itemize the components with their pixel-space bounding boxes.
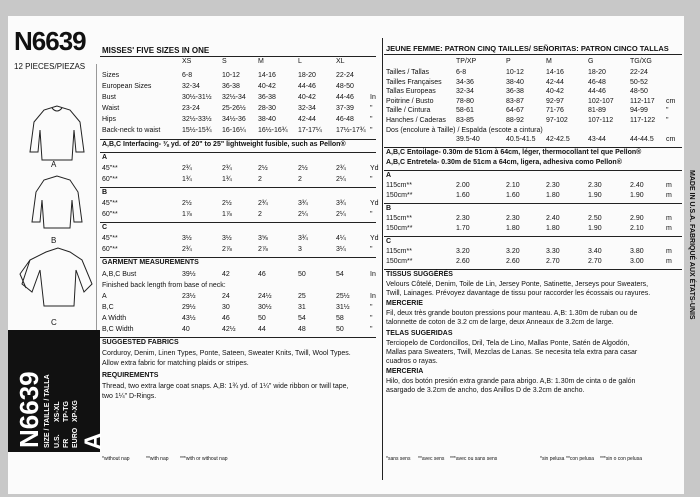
en-measure-cell: 40 xyxy=(182,326,190,333)
section-rule xyxy=(384,203,682,204)
view-b-label: B xyxy=(51,236,57,245)
es-row-label: Dos (encolure à Taille) / Espalda (escote a cintura) xyxy=(386,126,543,134)
es-size-cell: 44-46 xyxy=(588,88,606,96)
es-section-text: asargado de 3.2cm de ancho, dos Anillos D de 3.2cm de ancho. xyxy=(386,387,585,395)
pieces-count: 12 PIECES/PIEZAS xyxy=(14,62,86,71)
section-rule xyxy=(100,152,376,153)
en-size-cell: 16-16¼ xyxy=(222,127,246,134)
es-row-label: Poitrine / Busto xyxy=(386,97,434,105)
en-unit: " xyxy=(370,211,373,218)
en-yardage-cell: 2¾ xyxy=(258,200,268,207)
en-measure-cell: 43½ xyxy=(182,315,196,322)
es-title: JEUNE FEMME: PATRON CINQ TAILLES/ SEÑORITAS: PATRON CINCO TALLAS xyxy=(386,44,669,53)
en-size-cell: 10-12 xyxy=(222,72,240,79)
en-measure-cell: 46 xyxy=(222,315,230,322)
es-section-text: talonnette de coton de 3.2 cm de large, deux Anneaux de 3.2cm de large. xyxy=(386,319,614,327)
block-us: U.S. xyxy=(54,434,61,448)
es-unit: m xyxy=(666,214,672,222)
en-measure-cell: 24 xyxy=(222,293,230,300)
en-size-cell: 23-24 xyxy=(182,105,200,112)
es-unit: m xyxy=(666,181,672,189)
en-yardage-cell: 2⅞ xyxy=(222,246,232,253)
es-yardage-cell: 2.10 xyxy=(630,224,644,232)
en-yardage-cell: 3⅝ xyxy=(258,235,268,242)
en-yardage-cell: 2¾ xyxy=(182,165,192,172)
en-size-cell: 18-20 xyxy=(298,72,316,79)
requirements-text: two 1¼" D-Rings. xyxy=(102,393,157,400)
en-measure-cell: 46 xyxy=(258,271,266,278)
section-rule xyxy=(384,54,682,55)
en-yardage-cell: 2¾ xyxy=(222,165,232,172)
es-size-cell: 64-67 xyxy=(506,107,524,115)
en-row-label: Bust xyxy=(102,94,117,101)
en-fabric-width: 60"** xyxy=(102,246,118,253)
es-size-cell: 112-117 xyxy=(630,97,655,105)
en-unit: " xyxy=(370,304,373,311)
en-size-letter: M xyxy=(258,58,264,65)
en-unit: " xyxy=(370,326,373,333)
es-unit: " xyxy=(666,117,669,124)
en-yardage-cell: 2½ xyxy=(182,200,192,207)
es-fabric-width: 115cm** xyxy=(386,214,412,222)
es-yardage-cell: 3.20 xyxy=(506,247,520,255)
es-unit: cm xyxy=(666,97,676,105)
es-section-text: cuadros o rayas. xyxy=(386,358,438,365)
en-row-label: Hips xyxy=(102,116,117,123)
es-size-cell: 10-12 xyxy=(506,69,524,76)
en-measure-cell: 30 xyxy=(222,304,230,311)
view-b-sketch xyxy=(22,172,92,232)
es-entretela: A,B,C Entretela- 0.30m de 51cm a 64cm, ligera, adhesiva como Pellon® xyxy=(386,158,622,166)
es-yardage-cell: 1.60 xyxy=(506,191,520,199)
footnote: *sin pelusa xyxy=(540,456,565,462)
es-yardage-cell: 2.60 xyxy=(506,257,520,265)
es-yardage-cell: 2.40 xyxy=(630,181,644,189)
en-view-letter: A xyxy=(102,154,108,161)
en-size-cell: 46-48 xyxy=(336,116,354,123)
en-measure-cell: 30½ xyxy=(258,304,272,311)
section-rule xyxy=(100,222,376,223)
en-size-cell: 6-8 xyxy=(182,72,193,79)
pattern-code: N6639 xyxy=(14,26,86,56)
en-measure-cell: 50 xyxy=(298,271,306,278)
en-yardage-cell: 1⅞ xyxy=(182,211,192,218)
en-unit: " xyxy=(370,105,373,112)
es-size-cell: 81-89 xyxy=(588,107,606,115)
en-yardage-cell: 2½ xyxy=(258,165,268,172)
en-unit: Yd xyxy=(370,200,379,207)
es-section-text: Velours Côtelé, Denim, Toile de Lin, Jersey Ponte, Satinette, Jerseys pour Sweaters, xyxy=(386,280,649,288)
es-size-cell: 6-8 xyxy=(456,69,467,76)
section-rule xyxy=(384,147,682,148)
en-yardage-cell: 3¾ xyxy=(298,235,308,242)
es-size-cell: 102-107 xyxy=(588,97,614,105)
en-measure-title: GARMENT MEASUREMENTS xyxy=(102,259,199,266)
en-measure-cell: 50 xyxy=(258,315,266,322)
en-size-cell: 32-34 xyxy=(298,105,316,112)
es-size-cell: 48-50 xyxy=(630,88,648,96)
en-unit: " xyxy=(370,315,373,322)
en-measure-cell: 48 xyxy=(298,326,306,333)
size-block xyxy=(8,330,107,452)
en-measure-cell: 24½ xyxy=(258,293,272,300)
es-size-cell: 94-99 xyxy=(630,107,648,115)
es-yardage-cell: 3.40 xyxy=(588,247,602,255)
es-yardage-cell: 1.80 xyxy=(546,224,560,232)
en-size-cell: 32-34 xyxy=(182,83,200,90)
es-yardage-cell: 2.90 xyxy=(630,214,644,222)
es-row-label: Tallas Europeas xyxy=(386,88,436,96)
es-section-text: Fil, deux très grande bouton pressions pour manteau. A,B: 1.30m de ruban ou de xyxy=(386,310,638,318)
en-yardage-cell: 2¾ xyxy=(182,246,192,253)
en-yardage-cell: 2 xyxy=(258,176,262,183)
es-unit: cm xyxy=(666,136,676,144)
es-row-label: Hanches / Caderas xyxy=(386,117,446,124)
es-size-letter: TG/XG xyxy=(630,58,652,65)
en-measure-cell: 23½ xyxy=(182,293,196,300)
en-fabric-width: 45"** xyxy=(102,200,118,207)
en-size-cell: 37-39 xyxy=(336,105,354,112)
en-yardage-cell: 1⅞ xyxy=(222,211,232,218)
en-yardage-cell: 2¼ xyxy=(336,176,346,183)
es-size-cell: 117-122 xyxy=(630,117,656,124)
requirements-title: REQUIREMENTS xyxy=(102,372,159,379)
es-size-cell: 44-44.5 xyxy=(630,136,654,144)
es-yardage-cell: 1.70 xyxy=(456,224,470,232)
footnote: *sans sens xyxy=(386,456,411,462)
es-yardage-cell: 3.80 xyxy=(630,247,644,255)
block-euro-value: XP-XG xyxy=(72,400,79,422)
en-size-cell: 32½-34 xyxy=(222,94,246,101)
en-row-label: Back-neck to waist xyxy=(102,127,161,134)
en-measure-label: A Width xyxy=(102,315,127,322)
en-size-cell: 17½-17¾ xyxy=(336,127,366,134)
es-section-text: Hilo, dos botón presión extra grande para abrigo. A,B: 1.30m de cinta o de galón xyxy=(386,378,636,386)
es-yardage-cell: 2.10 xyxy=(506,181,520,189)
es-section-text: Terciopelo de Cordoncillos, Dril, Tela de Lino, Mallas Ponte, Satén de Algodón, xyxy=(386,339,630,347)
footnote: ***sin o con pelusa xyxy=(600,456,642,462)
es-yardage-cell: 3.30 xyxy=(546,247,560,255)
en-unit: In xyxy=(370,94,376,101)
es-size-cell: 40-42 xyxy=(546,88,564,96)
section-rule xyxy=(100,337,376,338)
es-size-cell: 71-76 xyxy=(546,107,564,115)
en-size-cell: 48-50 xyxy=(336,83,354,90)
en-size-cell: 32½-33½ xyxy=(182,116,212,123)
es-unit: m xyxy=(666,191,672,199)
en-measure-cell: 31½ xyxy=(336,304,350,311)
es-section-text: Twill, Lainages. Prévoyez davantage de tissu pour raccorder les écossais ou rayures. xyxy=(386,290,651,297)
block-euro: EURO xyxy=(72,427,79,448)
es-size-cell: 83-85 xyxy=(456,117,474,124)
section-rule xyxy=(100,139,376,140)
made-in-usa: MADE IN U.S.A. FABRIQUÉ AUX ÉTATS-UNIS xyxy=(688,170,695,320)
block-fr-value: TP-TG xyxy=(63,401,70,422)
es-size-cell: 88-92 xyxy=(506,117,524,124)
es-size-cell: 83-87 xyxy=(506,97,524,105)
en-size-cell: 36-38 xyxy=(222,83,240,90)
footnote: **con pelusa xyxy=(566,456,595,462)
view-a-sketch xyxy=(22,100,92,170)
es-unit: " xyxy=(666,107,669,115)
es-size-cell: 107-112 xyxy=(588,117,614,124)
footnote: *without nap xyxy=(102,456,130,462)
fabrics-text: Allow extra fabric for matching plaids or stripes. xyxy=(102,360,249,367)
en-yardage-cell: 3 xyxy=(298,246,302,253)
es-yardage-cell: 1.60 xyxy=(456,191,470,199)
fabrics-text: Corduroy, Denim, Linen Types, Ponte, Sateen, Sweater Knits, Twill, Wool Types. xyxy=(102,350,351,357)
en-interfacing: A,B,C Interfacing- ⅜ yd. of 20" to 25" lightweight fusible, such as Pellon® xyxy=(102,141,346,148)
es-section-text: Mallas para Sweaters, Twill, Mezclas de Lanas. Se necesita tela extra para casar xyxy=(386,348,638,356)
es-entoilage: A,B,C Entoilage- 0.30m de 51cm à 64cm, léger, thermocollant tel que Pellon® xyxy=(386,148,642,156)
en-yardage-cell: 2½ xyxy=(222,200,232,207)
es-size-cell: 32-34 xyxy=(456,88,474,96)
es-view-letter: B xyxy=(386,204,392,212)
es-size-cell: 43-44 xyxy=(588,136,606,144)
es-yardage-cell: 1.90 xyxy=(630,191,644,199)
es-size-cell: 97-102 xyxy=(546,117,568,124)
en-measure-cell: 29½ xyxy=(182,304,196,311)
en-size-cell: 14-16 xyxy=(258,72,276,79)
en-size-cell: 16½-16¾ xyxy=(258,127,288,134)
es-size-letter: M xyxy=(546,58,552,65)
es-row-label: Tailles / Tallas xyxy=(386,69,430,76)
block-code: N6639 xyxy=(14,371,44,448)
block-size-label: SIZE / TAILLE / TALLA xyxy=(44,374,51,448)
es-yardage-cell: 2.40 xyxy=(546,214,560,222)
en-fabric-width: 60"** xyxy=(102,211,118,218)
en-measure-label: B,C xyxy=(102,304,114,311)
en-yardage-cell: 2⅞ xyxy=(258,246,268,253)
en-measure-cell: 25 xyxy=(298,293,306,300)
es-section-title: TELAS SUGERIDAS xyxy=(386,329,453,337)
en-fabric-width: 45"** xyxy=(102,165,118,172)
es-size-cell: 46-48 xyxy=(588,78,606,86)
en-measure-cell: 25½ xyxy=(336,293,350,300)
es-fabric-width: 115cm** xyxy=(386,247,412,255)
en-measure-cell: 44 xyxy=(258,326,266,333)
en-fabric-width: 60"** xyxy=(102,176,118,183)
en-size-cell: 44-46 xyxy=(336,94,354,101)
en-yardage-cell: 2 xyxy=(298,176,302,183)
en-size-cell: 25-26½ xyxy=(222,105,246,112)
en-size-cell: 44-46 xyxy=(298,83,316,90)
en-size-cell: 38-40 xyxy=(258,116,276,123)
en-unit: " xyxy=(370,176,373,183)
en-row-label: European Sizes xyxy=(102,83,152,90)
en-size-cell: 15½-15¾ xyxy=(182,127,212,134)
en-unit: Yd xyxy=(370,235,379,242)
section-rule xyxy=(384,269,682,270)
column-divider xyxy=(382,38,383,480)
es-yardage-cell: 1.80 xyxy=(546,191,560,199)
es-size-cell: 14-16 xyxy=(546,69,564,76)
en-view-letter: C xyxy=(102,224,108,231)
block-letter: A xyxy=(80,432,107,450)
es-size-cell: 42-44 xyxy=(546,78,564,86)
es-row-label: Taille / Cintura xyxy=(386,107,431,115)
section-rule xyxy=(100,187,376,188)
en-fabric-width: 45"** xyxy=(102,235,118,242)
es-unit: m xyxy=(666,224,672,232)
en-measure-cell: 50 xyxy=(336,326,344,333)
en-unit: In xyxy=(370,271,376,278)
en-size-letter: XS xyxy=(182,58,192,65)
en-measure-cell: 42½ xyxy=(222,326,236,333)
en-measure-label: B,C Width xyxy=(102,326,134,333)
footnote: **avec sens xyxy=(418,456,445,462)
block-us-value: XS-XL xyxy=(54,401,61,422)
en-measure-cell: 42 xyxy=(222,271,230,278)
section-rule xyxy=(384,236,682,237)
footnote: ***with or without nap xyxy=(180,456,228,462)
block-fr: FR xyxy=(63,438,70,448)
es-row-label: Tailles Françaises xyxy=(386,78,442,86)
en-yardage-cell: 2¼ xyxy=(298,211,308,218)
es-size-cell: 50-52 xyxy=(630,78,648,86)
en-size-cell: 42-44 xyxy=(298,116,316,123)
section-rule xyxy=(100,257,376,258)
es-size-cell: 92-97 xyxy=(546,97,564,105)
es-yardage-cell: 2.00 xyxy=(456,181,470,189)
en-row-label: Waist xyxy=(102,105,120,112)
es-yardage-cell: 2.70 xyxy=(588,257,602,265)
en-size-cell: 22-24 xyxy=(336,72,354,79)
en-yardage-cell: 3½ xyxy=(222,235,232,242)
es-yardage-cell: 1.90 xyxy=(588,224,602,232)
en-size-cell: 40-42 xyxy=(258,83,276,90)
es-section-title: MERCERIE xyxy=(386,300,423,308)
en-size-cell: 30½-31½ xyxy=(182,94,212,101)
en-yardage-cell: 2 xyxy=(258,211,262,218)
en-row-label: Sizes xyxy=(102,72,120,79)
en-size-letter: S xyxy=(222,58,227,65)
es-size-cell: 40.5-41.5 xyxy=(506,136,536,144)
es-yardage-cell: 2.30 xyxy=(506,214,520,222)
en-yardage-cell: 4¼ xyxy=(336,235,346,242)
es-size-cell: 36-38 xyxy=(506,88,524,96)
es-size-letter: TP/XP xyxy=(456,58,477,65)
es-yardage-cell: 2.70 xyxy=(546,257,560,265)
es-view-letter: C xyxy=(386,237,392,245)
en-title-rule xyxy=(100,56,376,57)
es-yardage-cell: 2.30 xyxy=(588,181,602,189)
en-unit: " xyxy=(370,246,373,253)
en-size-cell: 28-30 xyxy=(258,105,276,112)
en-yardage-cell: 2¾ xyxy=(336,165,346,172)
figure-divider xyxy=(96,64,97,344)
es-yardage-cell: 1.80 xyxy=(506,224,520,232)
footnote: ***avec ou sans sens xyxy=(450,456,498,462)
en-size-cell: 17-17¼ xyxy=(298,127,322,134)
section-rule xyxy=(384,170,682,171)
es-size-cell: 58-61 xyxy=(456,107,474,115)
es-yardage-cell: 3.20 xyxy=(456,247,470,255)
es-size-cell: 18-20 xyxy=(588,69,606,76)
en-measure-cell: 54 xyxy=(298,315,306,322)
en-yardage-cell: 3¼ xyxy=(336,246,346,253)
en-measure-cell: 39½ xyxy=(182,271,196,278)
es-section-title: MERCERIA xyxy=(386,368,424,376)
en-measure-cell: 31 xyxy=(298,304,306,311)
es-fabric-width: 115cm** xyxy=(386,181,412,189)
fabrics-title: SUGGESTED FABRICS xyxy=(102,339,179,346)
en-unit: " xyxy=(370,127,373,134)
en-finish-text: Finished back length from base of neck: xyxy=(102,282,226,289)
en-size-letter: L xyxy=(298,58,302,65)
es-fabric-width: 150cm** xyxy=(386,191,413,199)
requirements-text: Thread, two extra large coat snaps. A,B: 1¾ yd. of 1¼" wide ribbon or twill tape, xyxy=(102,383,349,390)
es-yardage-cell: 3.00 xyxy=(630,257,644,265)
es-size-cell: 42-42.5 xyxy=(546,136,570,144)
footnote: **with nap xyxy=(146,456,169,462)
en-yardage-cell: 1¾ xyxy=(222,176,232,183)
es-size-cell: 39.5-40 xyxy=(456,136,480,144)
en-size-letter: XL xyxy=(336,58,345,65)
en-unit: In xyxy=(370,293,376,300)
en-yardage-cell: 1¾ xyxy=(182,176,192,183)
en-unit: Yd xyxy=(370,165,379,172)
en-yardage-cell: 2¼ xyxy=(336,211,346,218)
es-yardage-cell: 2.30 xyxy=(456,214,470,222)
en-measure-cell: 54 xyxy=(336,271,344,278)
en-yardage-cell: 2½ xyxy=(298,165,308,172)
en-unit: " xyxy=(370,116,373,123)
es-size-cell: 34-36 xyxy=(456,78,474,86)
es-unit: m xyxy=(666,257,672,265)
en-yardage-cell: 3¾ xyxy=(298,200,308,207)
es-yardage-cell: 2.30 xyxy=(546,181,560,189)
en-bust-label: A,B,C Bust xyxy=(102,271,137,278)
en-size-cell: 36-38 xyxy=(258,94,276,101)
view-c-label: C xyxy=(51,318,57,327)
es-size-letter: G xyxy=(588,58,594,65)
view-c-sketch xyxy=(18,244,96,314)
en-yardage-cell: 3½ xyxy=(182,235,192,242)
es-size-cell: 78-80 xyxy=(456,97,474,105)
en-title: MISSES' FIVE SIZES IN ONE xyxy=(102,46,210,55)
es-fabric-width: 150cm** xyxy=(386,224,413,232)
es-unit: m xyxy=(666,247,672,255)
en-size-cell: 34½-36 xyxy=(222,116,246,123)
es-yardage-cell: 2.50 xyxy=(588,214,602,222)
es-fabric-width: 150cm** xyxy=(386,257,413,265)
es-view-letter: A xyxy=(386,171,392,179)
es-size-letter: P xyxy=(506,58,511,65)
en-measure-cell: 58 xyxy=(336,315,344,322)
es-yardage-cell: 2.60 xyxy=(456,257,470,265)
en-measure-label: A xyxy=(102,293,107,300)
es-size-cell: 22-24 xyxy=(630,69,648,76)
es-size-cell: 38-40 xyxy=(506,78,524,86)
view-a-label: A xyxy=(51,160,57,169)
es-yardage-cell: 1.90 xyxy=(588,191,602,199)
en-size-cell: 40-42 xyxy=(298,94,316,101)
es-section-title: TISSUS SUGGÉRÉS xyxy=(386,270,453,278)
en-view-letter: B xyxy=(102,189,108,196)
en-yardage-cell: 3¾ xyxy=(336,200,346,207)
